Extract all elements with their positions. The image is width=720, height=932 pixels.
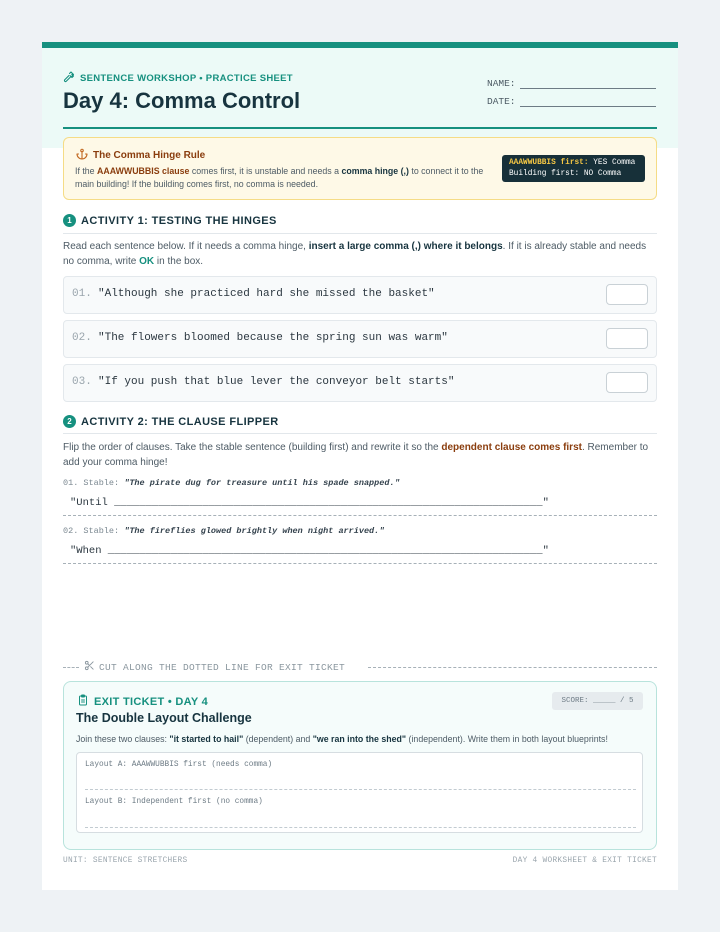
date-line[interactable] [520, 97, 656, 107]
name-line[interactable] [520, 79, 656, 89]
rule-text [75, 165, 495, 191]
question-text: "If you push that blue lever the conveyor belt starts" [98, 376, 455, 388]
rewrite-line[interactable]: "Until ____________________________________________________________________" [70, 497, 549, 509]
cut-dash [63, 667, 79, 668]
instr-ok: OK [139, 256, 155, 267]
cut-label [84, 660, 345, 674]
exit-kicker [77, 694, 208, 709]
exit-title: The Double Layout Challenge [76, 711, 252, 725]
rule-callout [63, 137, 657, 200]
instr-part: . If it is already stable and needs no comma, write [63, 241, 647, 267]
header [42, 48, 678, 148]
exit-kicker-text: EXIT TICKET • DAY 4 [94, 695, 209, 708]
exit-ticket [63, 681, 657, 850]
layout-a-line[interactable] [85, 789, 636, 790]
stable-text: "The pirate dug for treasure until his spade snapped." [124, 478, 400, 488]
answer-box[interactable] [606, 328, 648, 349]
layout-b-line[interactable] [85, 827, 636, 828]
rule-highlight-comma: comma hinge (,) [341, 166, 409, 176]
instr-part: Read each sentence below. If it needs a comma hinge, [63, 241, 309, 252]
answer-box[interactable] [606, 372, 648, 393]
date-label: DATE: [487, 96, 516, 107]
hammer-icon [63, 71, 75, 86]
code-line-2: Building first: NO Comma [509, 169, 622, 178]
exit-instructions [76, 734, 608, 744]
dotted-divider [63, 563, 657, 564]
rule-text-part: comes first, it is unstable and needs a [189, 166, 342, 176]
answer-box[interactable] [606, 284, 648, 305]
instr-bold: dependent clause comes first [441, 442, 582, 453]
rule-code-box [502, 155, 645, 182]
question-number: 02. [72, 332, 92, 344]
question-number: 01. [72, 288, 92, 300]
layout-answer-box[interactable] [76, 752, 643, 833]
anchor-icon [76, 148, 88, 163]
stable-label: 01. Stable: [63, 478, 125, 488]
footer-right: DAY 4 WORKSHEET & EXIT TICKET [512, 857, 657, 865]
cut-dash [368, 667, 657, 668]
date-field[interactable] [487, 96, 656, 107]
cut-label-text: CUT ALONG THE DOTTED LINE FOR EXIT TICKET [99, 661, 346, 673]
layout-a-label: Layout A: AAAWWUBBIS first (needs comma) [85, 761, 273, 769]
activity2-divider [63, 433, 657, 434]
score-badge: SCORE: _____ / 5 [552, 692, 643, 710]
exit-instr-part: Join these two clauses: [76, 734, 170, 744]
stable-label: 02. Stable: [63, 526, 125, 536]
question-number: 03. [72, 376, 92, 388]
clipboard-icon [77, 694, 89, 709]
activity1-heading-text: ACTIVITY 1: TESTING THE HINGES [81, 214, 277, 227]
activity1-heading [63, 214, 277, 227]
rule-text-part: to connect it to the main building! If the building comes first, no comma is needed. [75, 166, 484, 189]
activity1-divider [63, 233, 657, 234]
kicker [63, 71, 293, 86]
worksheet-page [42, 42, 678, 890]
activity1-number: 1 [63, 214, 76, 227]
rule-title-text: The Comma Hinge Rule [93, 150, 206, 161]
footer-left: UNIT: SENTENCE STRETCHERS [63, 857, 188, 865]
instr-part: in the box. [154, 256, 204, 267]
question-text: "The flowers bloomed because the spring sun was warm" [98, 332, 448, 344]
question-text: "Although she practiced hard she missed the basket" [98, 288, 435, 300]
exit-instr-part: (independent). Write them in both layout blueprints! [406, 734, 608, 744]
rule-title [76, 148, 205, 163]
code-key: AAAWWUBBIS first: [509, 159, 589, 167]
kicker-text: SENTENCE WORKSHOP • PRACTICE SHEET [80, 73, 293, 84]
rule-highlight-clause: AAAWWUBBIS clause [97, 166, 190, 176]
name-label: NAME: [487, 78, 516, 89]
question-card [63, 320, 657, 358]
activity2-heading-text: ACTIVITY 2: THE CLAUSE FLIPPER [81, 415, 279, 428]
layout-b-label: Layout B: Independent first (no comma) [85, 798, 263, 806]
page-title: Day 4: Comma Control [63, 88, 301, 113]
header-divider [63, 127, 657, 129]
instr-bold: insert a large comma (,) where it belongs [308, 241, 503, 252]
stable-sentence [63, 478, 400, 488]
stable-sentence [63, 526, 384, 536]
activity2-heading [63, 415, 279, 428]
activity1-instructions [63, 239, 657, 269]
question-card [63, 364, 657, 402]
code-value: YES Comma [588, 159, 636, 167]
clause-dependent: "it started to hail" [169, 734, 244, 744]
activity2-number: 2 [63, 415, 76, 428]
cut-line [63, 660, 657, 674]
name-field[interactable] [487, 78, 656, 89]
instr-part: . Remember to add your comma hinge! [63, 442, 649, 468]
scissors-icon [84, 660, 95, 674]
dotted-divider [63, 515, 657, 516]
stable-text: "The fireflies glowed brightly when night arrived." [124, 526, 385, 536]
rewrite-line[interactable]: "When _____________________________________________________________________" [70, 545, 549, 557]
rule-text-part: If the [75, 166, 98, 176]
question-card [63, 276, 657, 314]
exit-instr-part: (dependent) and [243, 734, 313, 744]
activity2-instructions [63, 440, 657, 470]
code-line-1 [509, 158, 638, 169]
instr-part: Flip the order of clauses. Take the stable sentence (building first) and rewrite it so the [63, 442, 442, 453]
clause-independent: "we ran into the shed" [312, 734, 407, 744]
